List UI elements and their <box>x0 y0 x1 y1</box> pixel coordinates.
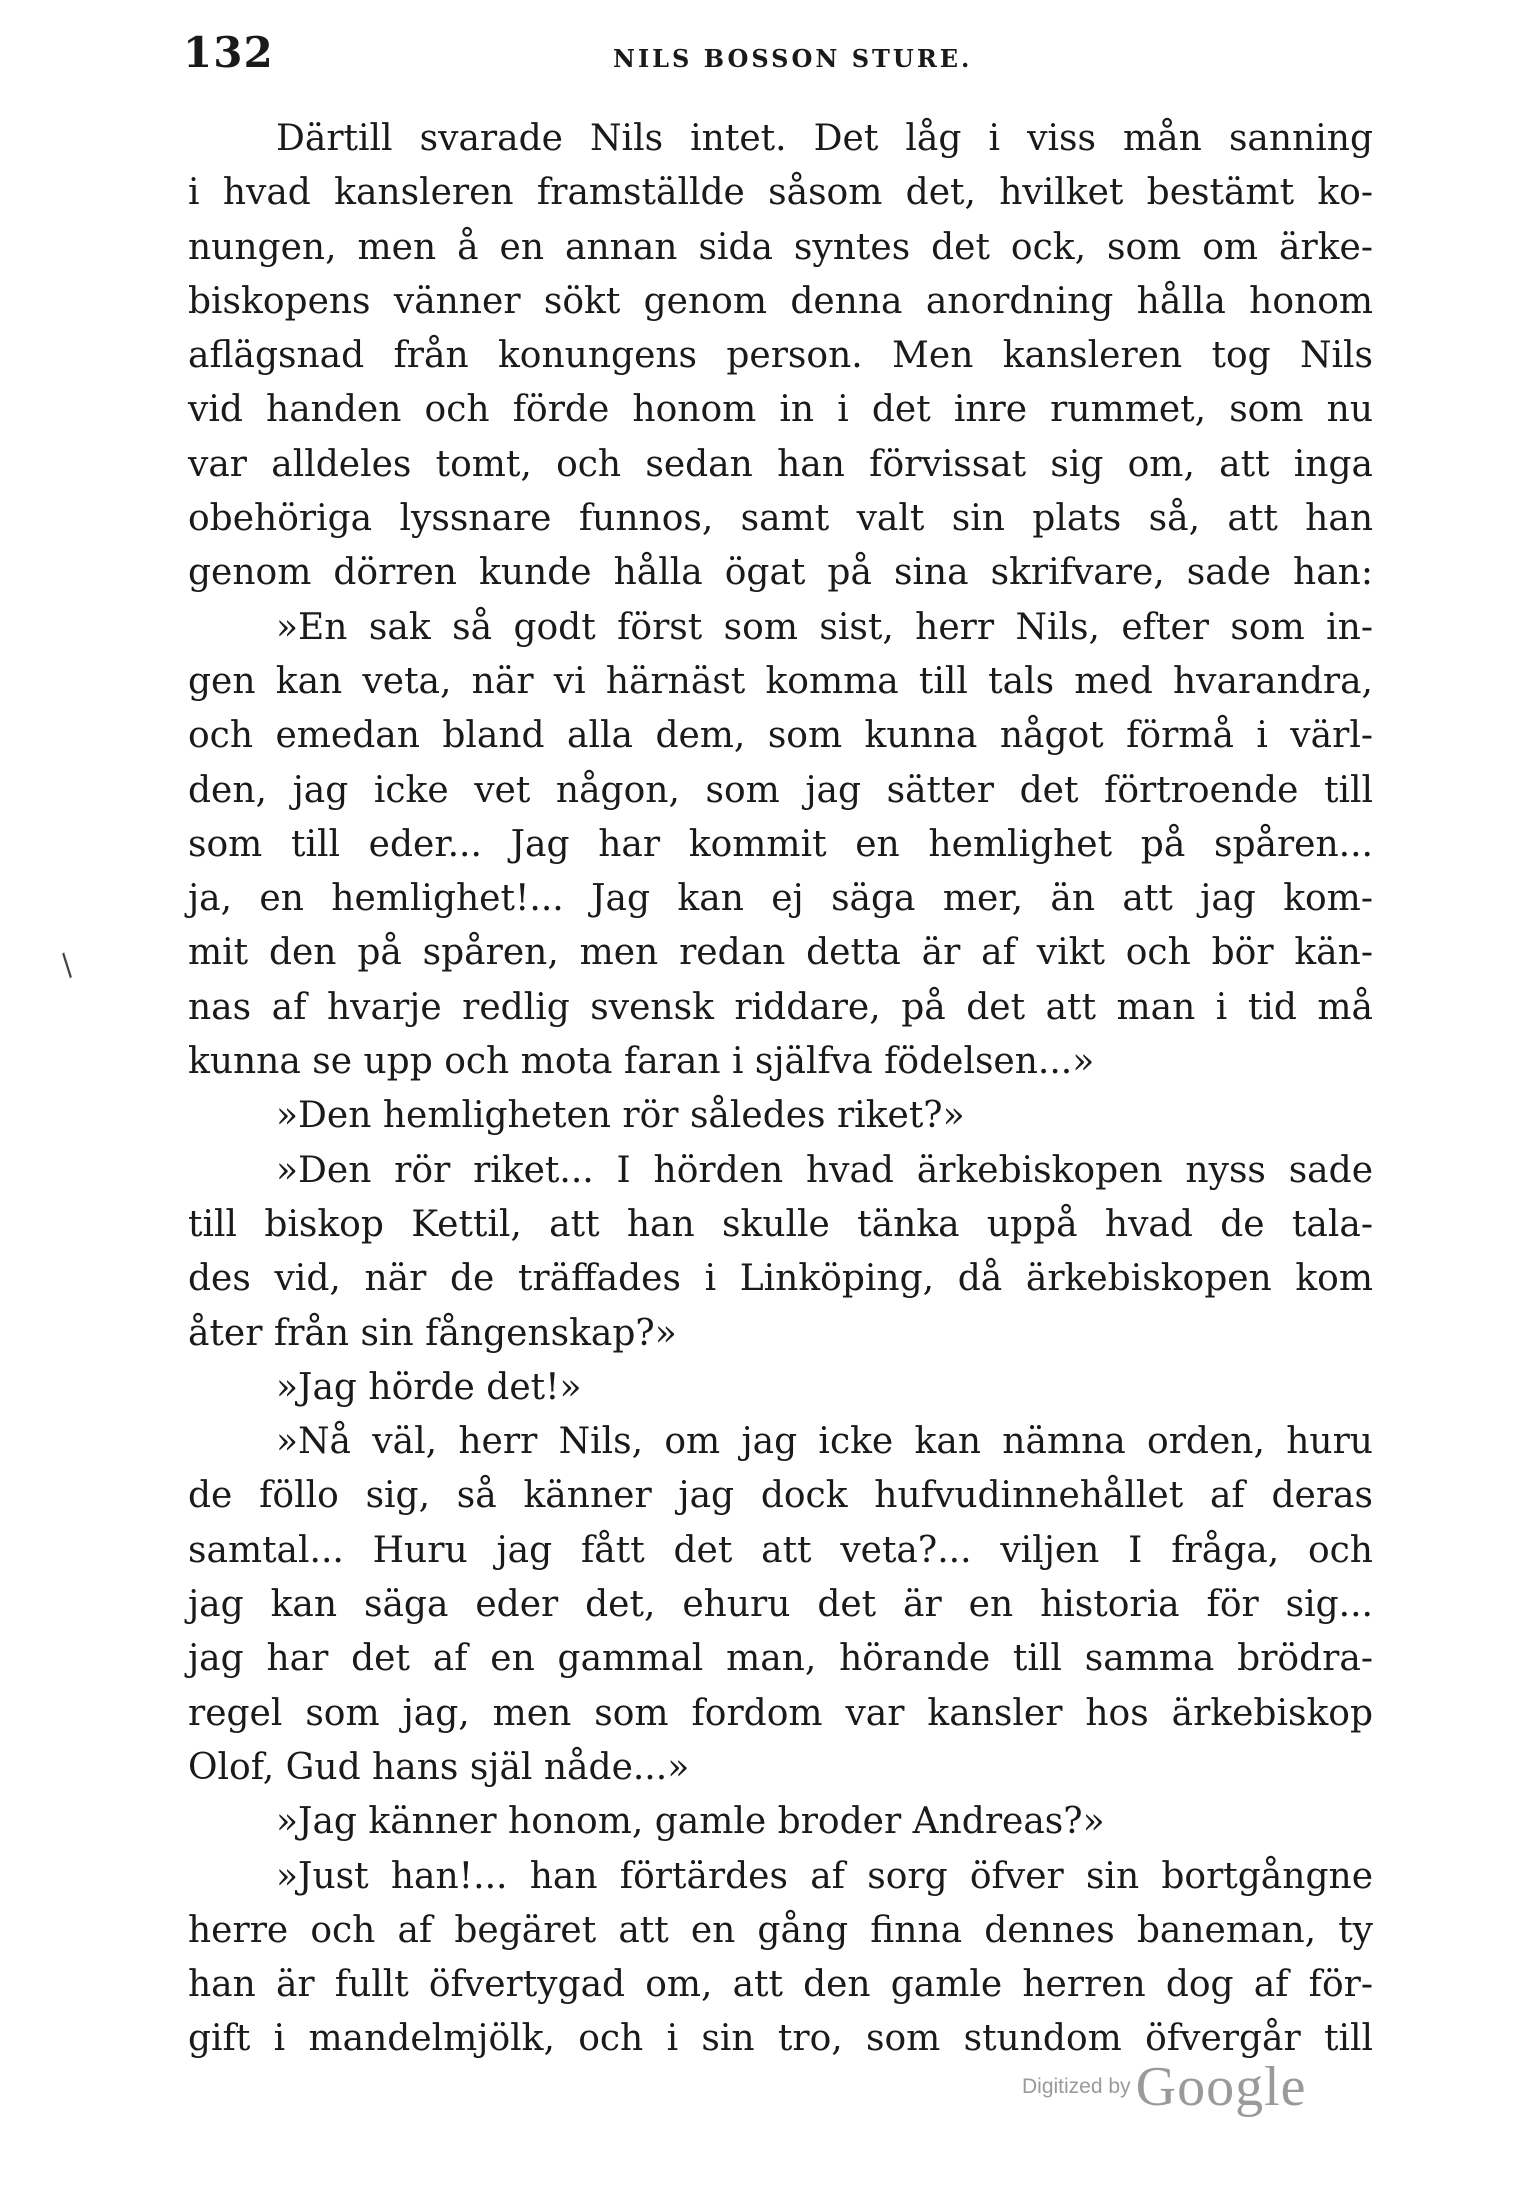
google-logo: Google <box>1135 2056 1307 2118</box>
page-number: 132 <box>183 28 274 77</box>
text-line: nungen, men å en annan sida syntes det ock, som om ärke- <box>188 226 1373 268</box>
text-line: som till eder... Jag har kommit en hemlighet på spåren... <box>188 823 1373 865</box>
text-line: kunna se upp och mota faran i själfva födelsen...» <box>188 1041 1095 1083</box>
text-line: mit den på spåren, men redan detta är af vikt och bör kän- <box>188 932 1373 974</box>
text-line: »Nå väl, herr Nils, om jag icke kan nämna orden, huru <box>276 1421 1373 1463</box>
digitization-watermark <box>1022 2055 1307 2118</box>
text-line: gift i mandelmjölk, och i sin tro, som stundom öfvergår till <box>188 2018 1373 2060</box>
text-line: gen kan veta, när vi härnäst komma till tals med hvarandra, <box>188 660 1373 702</box>
text-line: genom dörren kunde hålla ögat på sina skrifvare, sade han: <box>188 552 1373 594</box>
text-line: regel som jag, men som fordom var kansler hos ärkebiskop <box>188 1692 1373 1734</box>
text-line: »Just han!... han förtärdes af sorg öfver sin bortgångne <box>276 1855 1373 1897</box>
text-line: åter från sin fångenskap?» <box>188 1312 677 1354</box>
text-line: obehöriga lyssnare funnos, samt valt sin plats så, att han <box>188 498 1373 540</box>
text-line: »Jag känner honom, gamle broder Andreas?» <box>276 1801 1105 1843</box>
text-line: Därtill svarade Nils intet. Det låg i viss mån sanning <box>276 118 1373 159</box>
body-text <box>188 112 1373 2067</box>
text-line: i hvad kansleren framställde såsom det, hvilket bestämt ko- <box>188 172 1373 214</box>
text-line: des vid, när de träffades i Linköping, då ärkebiskopen kom <box>188 1258 1373 1300</box>
text-line: herre och af begäret att en gång finna dennes baneman, ty <box>188 1909 1373 1951</box>
text-line: »Den hemligheten rör således riket?» <box>276 1095 965 1137</box>
text-line: till biskop Kettil, att han skulle tänka uppå hvad de tala- <box>188 1203 1373 1245</box>
text-line: var alldeles tomt, och sedan han förvissat sig om, att inga <box>188 443 1373 485</box>
text-line: den, jag icke vet någon, som jag sätter det förtroende till <box>188 769 1373 811</box>
watermark-prefix: Digitized by <box>1022 2075 1131 2098</box>
text-line: jag har det af en gammal man, hörande till samma brödra- <box>188 1638 1373 1680</box>
text-line: Olof, Gud hans själ nåde...» <box>188 1746 690 1788</box>
text-line: vid handen och förde honom in i det inre rummet, som nu <box>188 389 1373 431</box>
text-line: de föllo sig, så känner jag dock hufvudinnehållet af deras <box>188 1475 1373 1517</box>
text-line: ja, en hemlighet!... Jag kan ej säga mer, än att jag kom- <box>188 878 1373 920</box>
text-line: nas af hvarje redlig svensk riddare, på det att man i tid må <box>188 986 1373 1028</box>
text-line: jag kan säga eder det, ehuru det är en historia för sig... <box>188 1584 1373 1626</box>
text-line: »En sak så godt först som sist, herr Nils, efter som in- <box>276 606 1373 648</box>
running-head: NILS BOSSON STURE. <box>613 44 973 73</box>
text-line: han är fullt öfvertygad om, att den gamle herren dog af för- <box>188 1964 1373 2006</box>
text-line: »Jag hörde det!» <box>276 1366 582 1408</box>
page-header <box>183 28 1373 88</box>
text-line: aflägsnad från konungens person. Men kansleren tog Nils <box>188 335 1373 377</box>
text-line: »Den rör riket... I hörden hvad ärkebiskopen nyss sade <box>276 1149 1373 1191</box>
text-line: biskopens vänner sökt genom denna anordning hålla honom <box>188 280 1373 322</box>
text-line: samtal... Huru jag fått det att veta?... viljen I fråga, och <box>188 1529 1373 1571</box>
text-line: och emedan bland alla dem, som kunna något förmå i värl- <box>188 715 1373 757</box>
margin-pencil-mark: / <box>52 948 82 983</box>
